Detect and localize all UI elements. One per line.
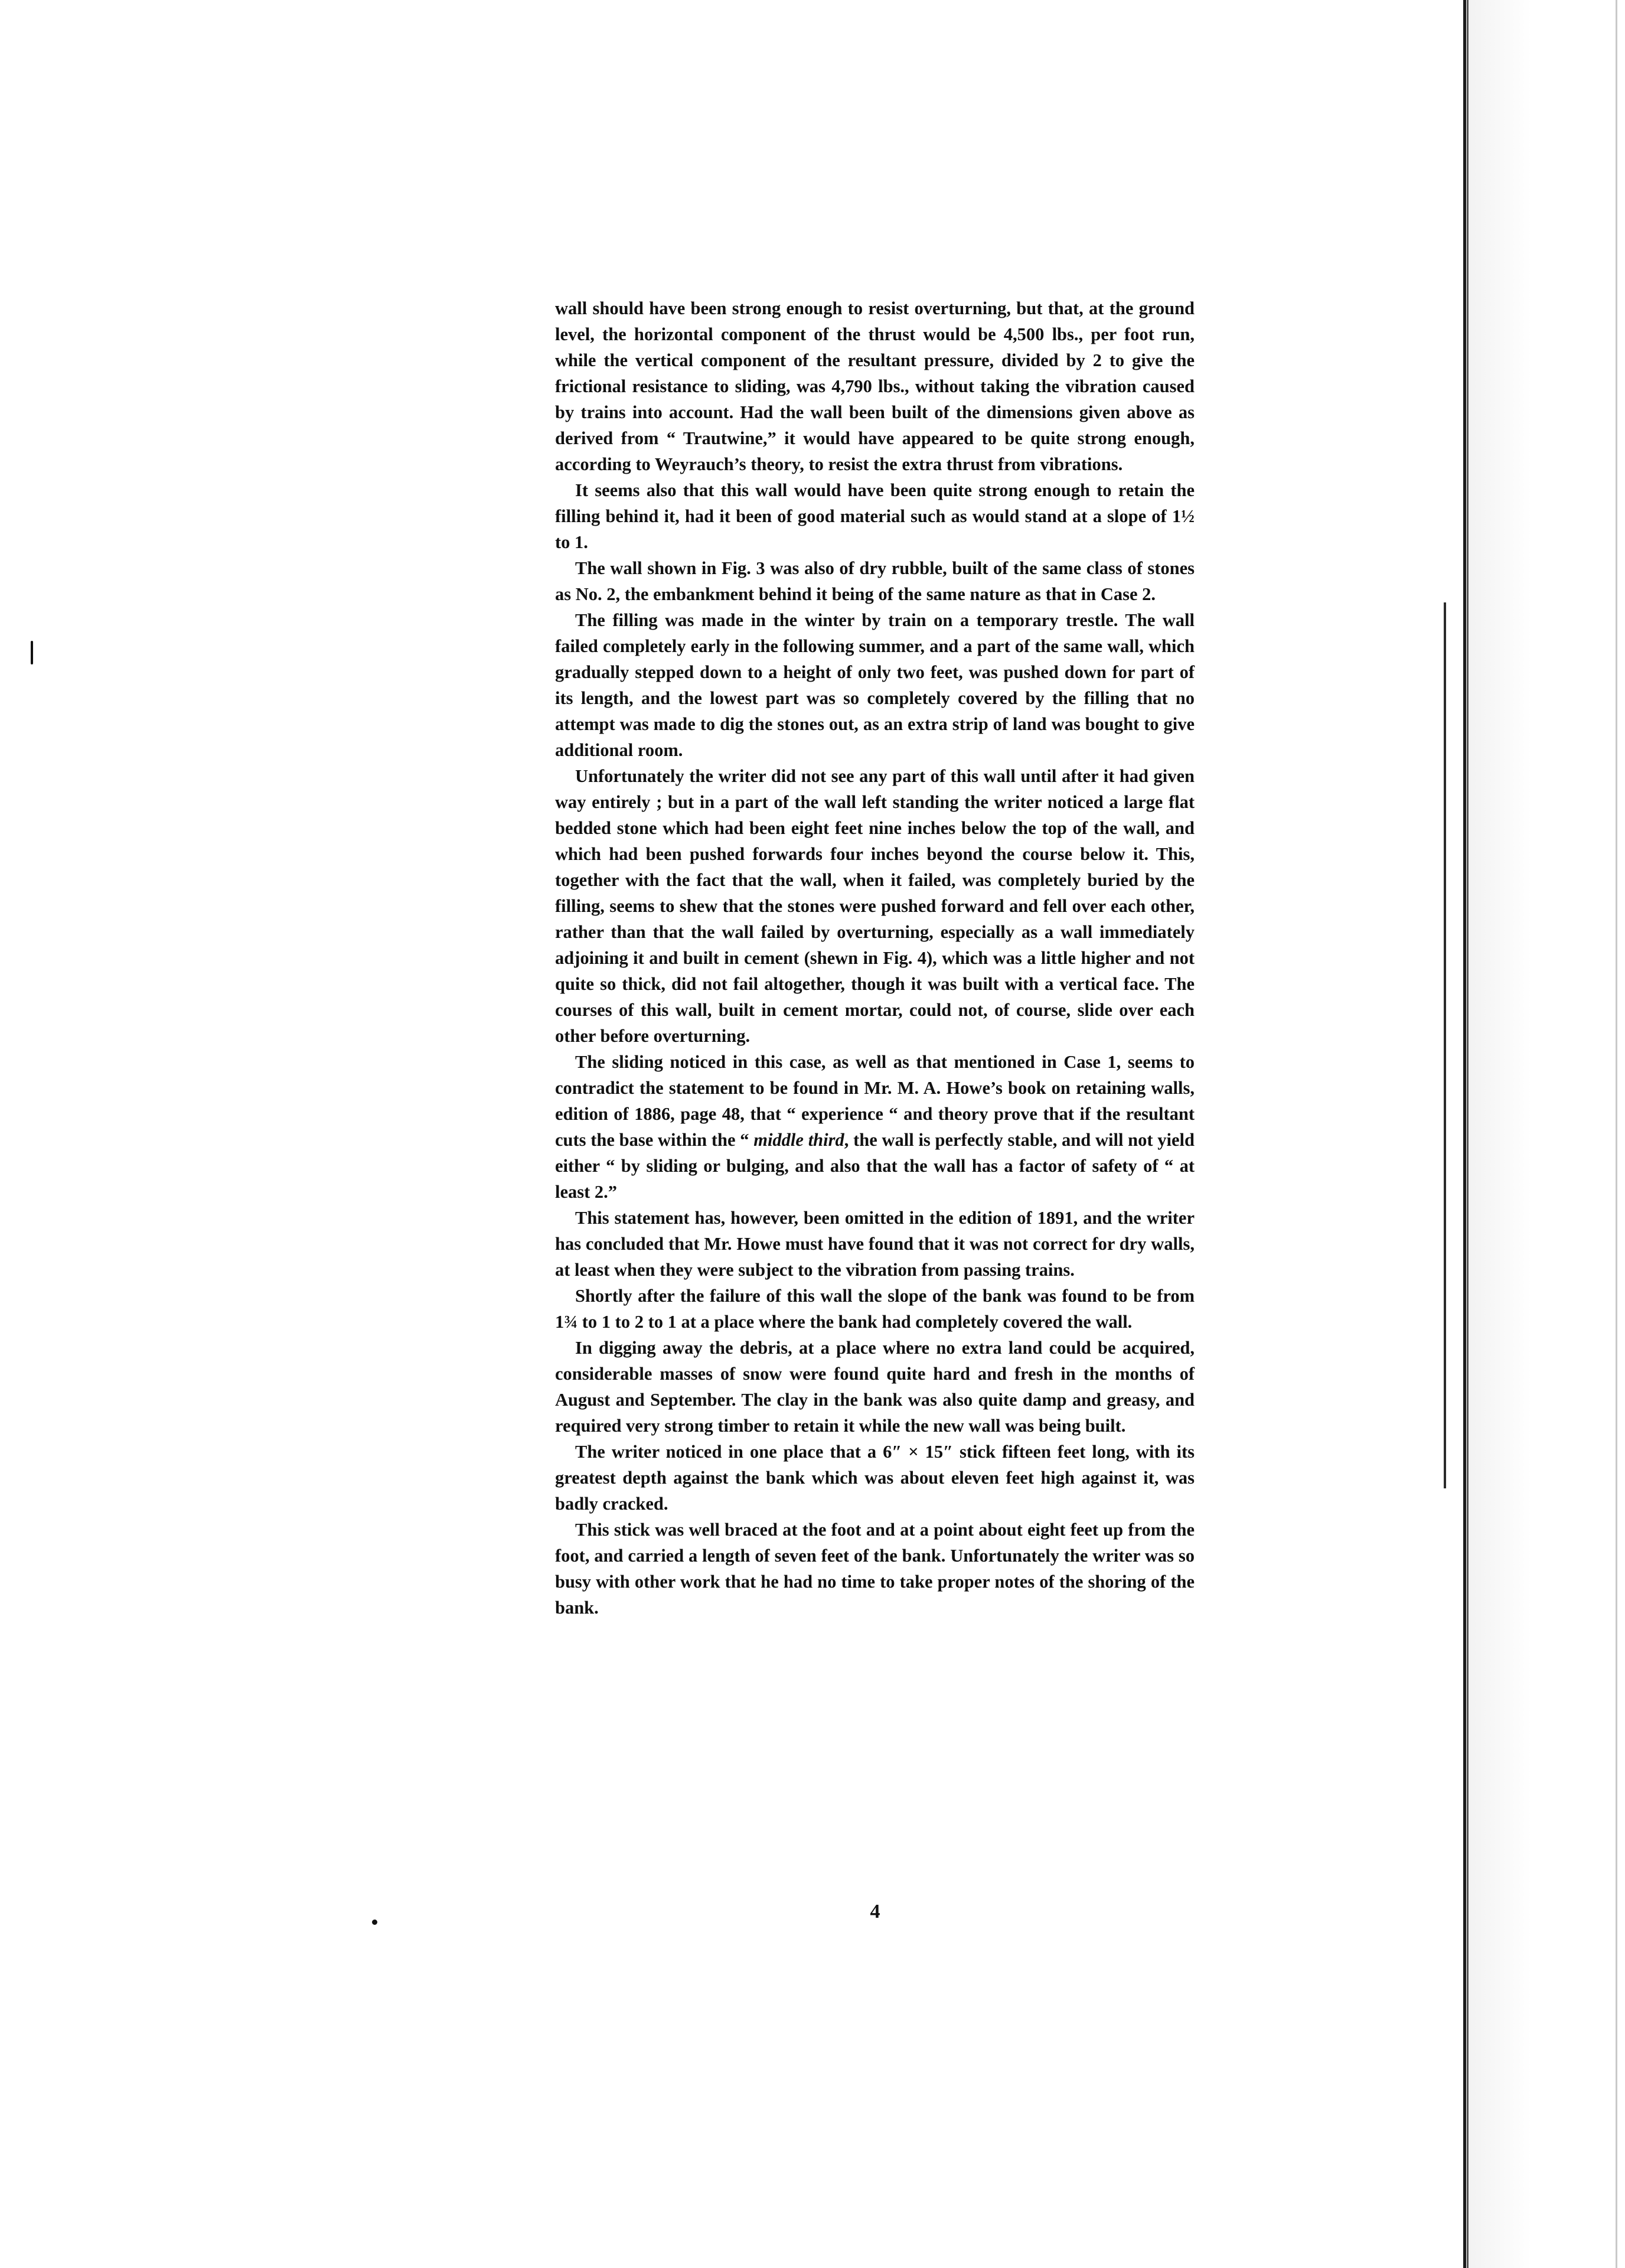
paragraph-text: This stick was well braced at the foot and at a point about eight feet up from the foot, and carried a length of seven feet of the bank. Unfortunately the writer was so busy with other work that he had no time to take proper notes of the shoring of the bank. <box>555 1520 1195 1618</box>
volume-edge-shadow <box>1469 0 1625 2268</box>
body-text <box>555 295 1195 1621</box>
volume-edge-line <box>1463 0 1466 2268</box>
volume-edge-mark <box>1444 602 1446 1488</box>
volume-outer-edge <box>1616 0 1617 2268</box>
paragraph-text: The writer noticed in one place that a 6″ × 15″ stick fifteen feet long, with its greatest depth against the bank which was about eleven feet high against it, was badly cracked. <box>555 1442 1195 1514</box>
italic-phrase: middle third <box>753 1130 844 1150</box>
paragraph <box>555 607 1195 763</box>
paragraph-text: , the wall is perfectly stable, and will not yield either “ by sliding or bulging, and also that the wall has a factor of safety of “ at least 2.” <box>555 1130 1195 1202</box>
paragraph-text: In digging away the debris, at a place where no extra land could be acquired, considerable masses of snow were found quite hard and fresh in the months of August and September. The clay in the bank was also quite damp and greasy, and required very strong timber to retain it while the new wall was being built. <box>555 1338 1195 1436</box>
paragraph <box>555 1205 1195 1283</box>
paragraph-text: It seems also that this wall would have been quite strong enough to retain the filling behind it, had it been of good material such as would stand at a slope of 1½ to 1. <box>555 480 1195 552</box>
paragraph-text: The filling was made in the winter by train on a temporary trestle. The wall failed completely early in the following summer, and a part of the same wall, which gradually stepped down to a height of only two feet, was pushed down for part of its length, and the lowest part was so completely covered by the filling that no attempt was made to dig the stones out, as an extra strip of land was bought to give additional room. <box>555 610 1195 760</box>
paragraph <box>555 477 1195 555</box>
paragraph-text: Shortly after the failure of this wall the slope of the bank was found to be from 1¾ to 1 to 2 to 1 at a place where the bank had completely covered the wall. <box>555 1286 1195 1332</box>
paragraph <box>555 295 1195 477</box>
paragraph-text: The wall shown in Fig. 3 was also of dry rubble, built of the same class of stones as No. 2, the embankment behind it being of the same nature as that in Case 2. <box>555 558 1195 604</box>
paragraph <box>555 1283 1195 1335</box>
paragraph <box>555 555 1195 607</box>
paragraph <box>555 763 1195 1049</box>
paragraph <box>555 1439 1195 1517</box>
paragraph <box>555 1049 1195 1205</box>
paragraph <box>555 1517 1195 1621</box>
page-number <box>0 1901 1625 1923</box>
paragraph-text: Unfortunately the writer did not see any part of this wall until after it had given way entirely ; but in a part of the wall left standing the writer noticed a large flat bedded stone which had been eight feet nine inches below the top of the wall, and which had been pushed forwards four inches beyond the course below it. This, together with the fact that the wall, when it failed, was completely buried by the filling, seems to shew that the stones were pushed forward and fell over each other, rather than that the wall failed by overturning, especially as a wall immediately adjoining it and built in cement (shewn in Fig. 4), which was a little higher and not quite so thick, did not fail altogether, though it was built with a vertical face. The courses of this wall, built in cement mortar, could not, of course, slide over each other before overturning. <box>555 766 1195 1046</box>
paragraph-text: This statement has, however, been omitted in the edition of 1891, and the writer has concluded that Mr. Howe must have found that it was not correct for dry walls, at least when they were subject to the vibration from passing trains. <box>555 1208 1195 1280</box>
paragraph-text: The sliding noticed in this case, as well as that mentioned in Case 1, seems to contradict the statement to be found in Mr. M. A. Howe’s book on retaining walls, edition of 1886, page 48, that “ experience “ and theory prove that if the resultant cuts the base within the “ <box>555 1052 1195 1150</box>
paragraph-text: wall should have been strong enough to resist overturning, but that, at the ground level, the horizontal component of the thrust would be 4,500 lbs., per foot run, while the vertical component of the resultant pressure, divided by 2 to give the frictional resistance to sliding, was 4,790 lbs., without taking the vibration caused by trains into account. Had the wall been built of the dimensions given above as derived from “ Trautwine,” it would have appeared to be quite strong enough, according to Weyrauch’s theory, to resist the extra thrust from vibrations. <box>555 298 1195 474</box>
scan-mark <box>31 641 33 664</box>
volume-edge-line-inner <box>1467 0 1469 2268</box>
page-number-text: 4 <box>870 1901 880 1922</box>
paragraph <box>555 1335 1195 1439</box>
